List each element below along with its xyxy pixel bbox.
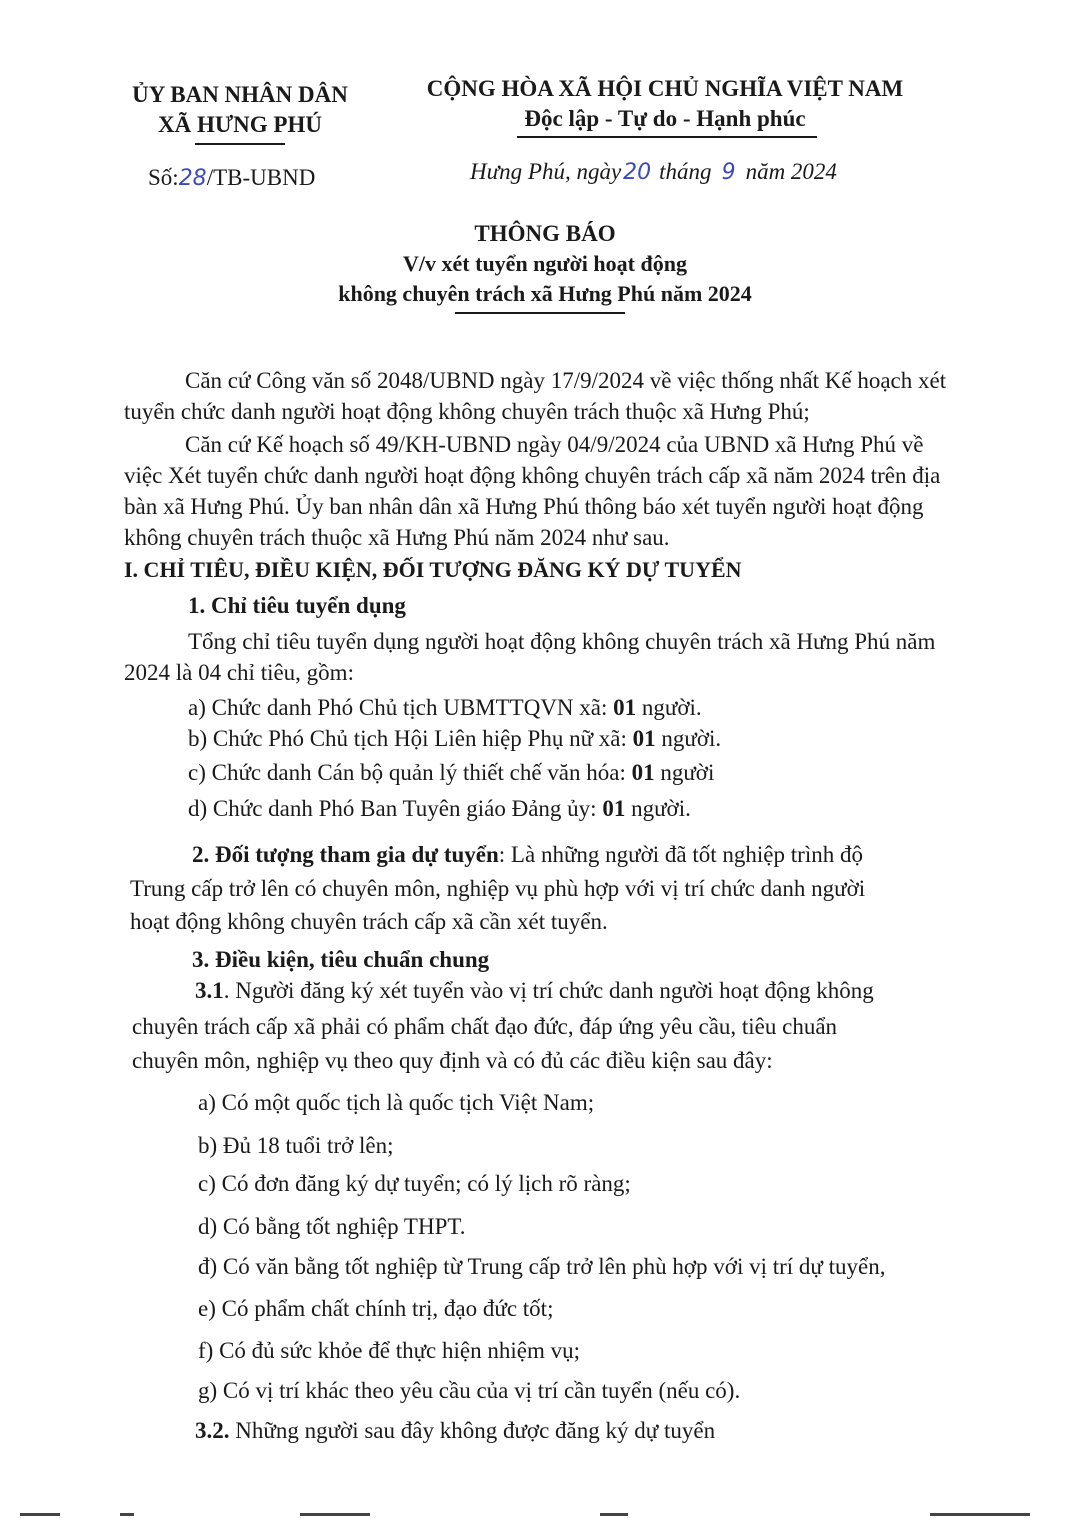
condition-item: g) Có vị trí khác theo yêu cầu của vị trí cần tuyển (nếu có). <box>198 1378 741 1403</box>
condition-item: f) Có đủ sức khỏe để thực hiện nhiệm vụ; <box>198 1338 580 1363</box>
date-year: năm 2024 <box>745 159 837 184</box>
position-label: c) Chức danh Cán bộ quản lý thiết chế văn hóa: <box>188 760 632 785</box>
position-count: 01 <box>632 726 656 751</box>
scan-edge-mark <box>300 1513 370 1516</box>
date-day-handwritten: 20 <box>623 160 652 185</box>
position-item-a <box>188 691 702 724</box>
position-tail: người. <box>655 726 722 751</box>
sub31-label: 3.1 <box>195 978 224 1003</box>
sub3-heading: 3. Điều kiện, tiêu chuẩn chung <box>192 947 490 972</box>
nation-line1: CỘNG HÒA XÃ HỘI CHỦ NGHĨA VIỆT NAM <box>426 76 904 101</box>
condition-item: e) Có phẩm chất chính trị, đạo đức tốt; <box>198 1296 554 1321</box>
condition-item: b) Đủ 18 tuổi trở lên; <box>198 1133 394 1158</box>
scan-edge-mark <box>20 1513 60 1516</box>
sub2-line2: Trung cấp trở lên có chuyên môn, nghiệp vụ phù hợp với vị trí chức danh người <box>130 876 866 901</box>
sub1-line1: Tổng chỉ tiêu tuyển dụng người hoạt động không chuyên trách xã Hưng Phú năm <box>188 629 936 654</box>
org-name-line1: ỦY BAN NHÂN DÂN <box>132 82 348 107</box>
position-count: 01 <box>613 695 637 720</box>
position-tail: người. <box>636 695 702 720</box>
intro-p1-line1: Căn cứ Công văn số 2048/UBND ngày 17/9/2024 về việc thống nhất Kế hoạch xét <box>185 368 947 393</box>
scan-edge-mark <box>120 1513 134 1516</box>
position-count: 01 <box>631 760 655 785</box>
sub32-text: Những người sau đây không được đăng ký dự tuyển <box>229 1418 716 1443</box>
notice-subject-line1: V/v xét tuyển người hoạt động <box>403 251 687 276</box>
sub31-line3: chuyên môn, nghiệp vụ theo quy định và có đủ các điều kiện sau đây: <box>132 1048 773 1073</box>
nation-motto: Độc lập - Tự do - Hạnh phúc <box>524 106 806 131</box>
position-item-b <box>188 722 721 755</box>
scan-edge-mark <box>930 1513 1030 1516</box>
intro-p2-line1: Căn cứ Kế hoạch số 49/KH-UBND ngày 04/9/2024 của UBND xã Hưng Phú về <box>185 432 924 457</box>
position-count: 01 <box>602 796 626 821</box>
sub1-line2: 2024 là 04 chỉ tiêu, gồm: <box>124 660 354 685</box>
section1-heading: I. CHỈ TIÊU, ĐIỀU KIỆN, ĐỐI TƯỢNG ĐĂNG KÝ DỰ TUYỂN <box>124 557 742 582</box>
sub32-label: 3.2. <box>195 1418 230 1443</box>
position-item-c <box>188 756 714 789</box>
position-tail: người <box>654 760 715 785</box>
number-suffix: /TB-UBND <box>206 165 316 190</box>
sub31-line2: chuyên trách cấp xã phải có phẩm chất đạo đức, đáp ứng yêu cầu, tiêu chuẩn <box>132 1014 838 1039</box>
intro-p2-line2: việc Xét tuyển chức danh người hoạt động không chuyên trách cấp xã năm 2024 trên địa <box>124 463 941 488</box>
position-label: a) Chức danh Phó Chủ tịch UBMTTQVN xã: <box>188 695 614 720</box>
number-handwritten: 28 <box>178 166 207 191</box>
notice-subject-line2: không chuyên trách xã Hưng Phú năm 2024 <box>338 281 752 306</box>
sub2-line3: hoạt động không chuyên trách cấp xã cần xét tuyển. <box>130 909 608 934</box>
org-underline <box>195 143 285 145</box>
intro-p2-line4: không chuyên trách thuộc xã Hưng Phú năm 2024 như sau. <box>124 525 670 550</box>
sub2-heading: 2. Đối tượng tham gia dự tuyển <box>192 842 499 867</box>
title-underline <box>455 312 625 314</box>
sub31-line1-text: . Người đăng ký xét tuyển vào vị trí chức danh người hoạt động không <box>223 978 874 1003</box>
sub1-heading: 1. Chỉ tiêu tuyển dụng <box>188 593 406 618</box>
document-date <box>470 159 837 185</box>
sub2-line1 <box>192 838 863 871</box>
document-number <box>148 165 315 191</box>
intro-p1-line2: tuyển chức danh người hoạt động không chuyên trách thuộc xã Hưng Phú; <box>124 399 810 424</box>
position-label: b) Chức Phó Chủ tịch Hội Liên hiệp Phụ nữ xã: <box>188 726 633 751</box>
scan-edge-mark <box>600 1513 628 1516</box>
position-label: d) Chức danh Phó Ban Tuyên giáo Đảng ủy: <box>188 796 603 821</box>
sub2-line1-text: : Là những người đã tốt nghiệp trình độ <box>498 842 863 867</box>
condition-item: đ) Có văn bằng tốt nghiệp từ Trung cấp trở lên phù hợp với vị trí dự tuyển, <box>198 1254 886 1279</box>
condition-item: c) Có đơn đăng ký dự tuyển; có lý lịch rõ ràng; <box>198 1171 631 1196</box>
intro-p2-line3: bàn xã Hưng Phú. Ủy ban nhân dân xã Hưng Phú thông báo xét tuyển người hoạt động <box>124 494 924 519</box>
date-month-handwritten: 9 <box>721 160 736 185</box>
position-item-d <box>188 792 691 825</box>
date-prefix: Hưng Phú, ngày <box>470 159 622 184</box>
notice-title: THÔNG BÁO <box>474 221 616 246</box>
org-name-line2: XÃ HƯNG PHÚ <box>158 112 322 137</box>
sub31-line1 <box>195 974 874 1007</box>
condition-item: a) Có một quốc tịch là quốc tịch Việt Nam; <box>198 1090 595 1115</box>
date-month-word: tháng <box>659 159 712 184</box>
position-tail: người. <box>625 796 691 821</box>
sub32-line <box>195 1414 715 1447</box>
condition-item: d) Có bằng tốt nghiệp THPT. <box>198 1214 466 1239</box>
motto-underline <box>517 136 817 138</box>
number-prefix: Số: <box>148 165 179 190</box>
